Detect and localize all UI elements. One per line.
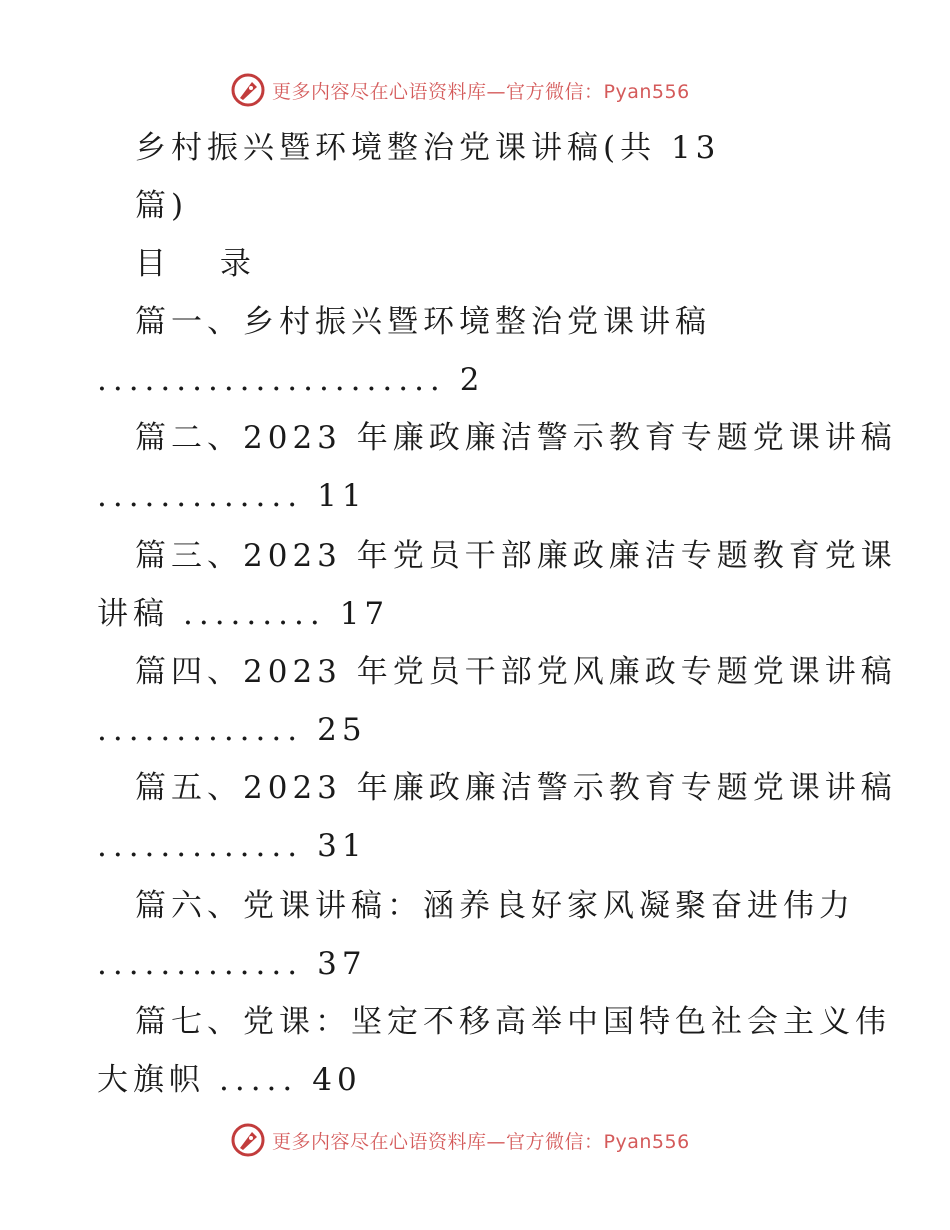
document-title-line-2: 篇) [135, 188, 189, 224]
toc-entry-7-title[interactable]: 篇七、党课：坚定不移高举中国特色社会主义伟 [135, 1004, 891, 1040]
page-number: 31 [317, 828, 367, 864]
page-number: 17 [339, 596, 390, 632]
dot-leader: ............. [97, 946, 304, 982]
toc-entry-3-title[interactable]: 篇三、2023 年党员干部廉政廉洁专题教育党课 [135, 538, 897, 574]
banner-text: 更多内容尽在心语资料库—官方微信：Pyan556 [272, 1130, 690, 1153]
toc-entry-7-continuation [97, 1060, 362, 1100]
toc-entry-6-leader [97, 944, 367, 984]
dot-leader: ............. [97, 478, 304, 514]
toc-entry-1-leader [97, 360, 485, 400]
toc-entry-2-leader [97, 476, 367, 516]
dot-leader: ............. [97, 712, 304, 748]
page-number: 40 [312, 1062, 362, 1098]
pen-nib-circle-icon [230, 72, 266, 108]
banner-text: 更多内容尽在心语资料库—官方微信：Pyan556 [272, 80, 690, 103]
toc-entry-4-leader [97, 710, 367, 750]
dot-leader: ...................... [97, 362, 446, 398]
toc-entry-1-title[interactable]: 篇一、乡村振兴暨环境整治党课讲稿 [135, 304, 711, 340]
page-number: 2 [459, 362, 485, 398]
document-title-line-1: 乡村振兴暨环境整治党课讲稿(共 13 [135, 130, 721, 166]
toc-entry-3-continuation [97, 594, 389, 634]
toc-entry-6-title[interactable]: 篇六、党课讲稿：涵养良好家风凝聚奋进伟力 [135, 888, 855, 924]
dot-leader: ..... [219, 1062, 299, 1098]
dot-leader: ......... [183, 596, 326, 632]
toc-entry-4-title[interactable]: 篇四、2023 年党员干部党风廉政专题党课讲稿 [135, 654, 897, 690]
toc-heading: 目 录 [135, 246, 273, 282]
toc-entry-7-title-cont[interactable]: 大旗帜 [97, 1062, 205, 1098]
page-number: 25 [317, 712, 367, 748]
pen-nib-circle-icon [230, 1122, 266, 1158]
header-banner [230, 70, 690, 110]
toc-entry-5-leader [97, 826, 367, 866]
toc-entry-5-title[interactable]: 篇五、2023 年廉政廉洁警示教育专题党课讲稿 [135, 770, 897, 806]
toc-entry-3-title-cont[interactable]: 讲稿 [97, 596, 169, 632]
page-number: 11 [317, 478, 367, 514]
footer-banner [230, 1120, 690, 1160]
toc-entry-2-title[interactable]: 篇二、2023 年廉政廉洁警示教育专题党课讲稿 [135, 420, 897, 456]
dot-leader: ............. [97, 828, 304, 864]
page-number: 37 [317, 946, 367, 982]
